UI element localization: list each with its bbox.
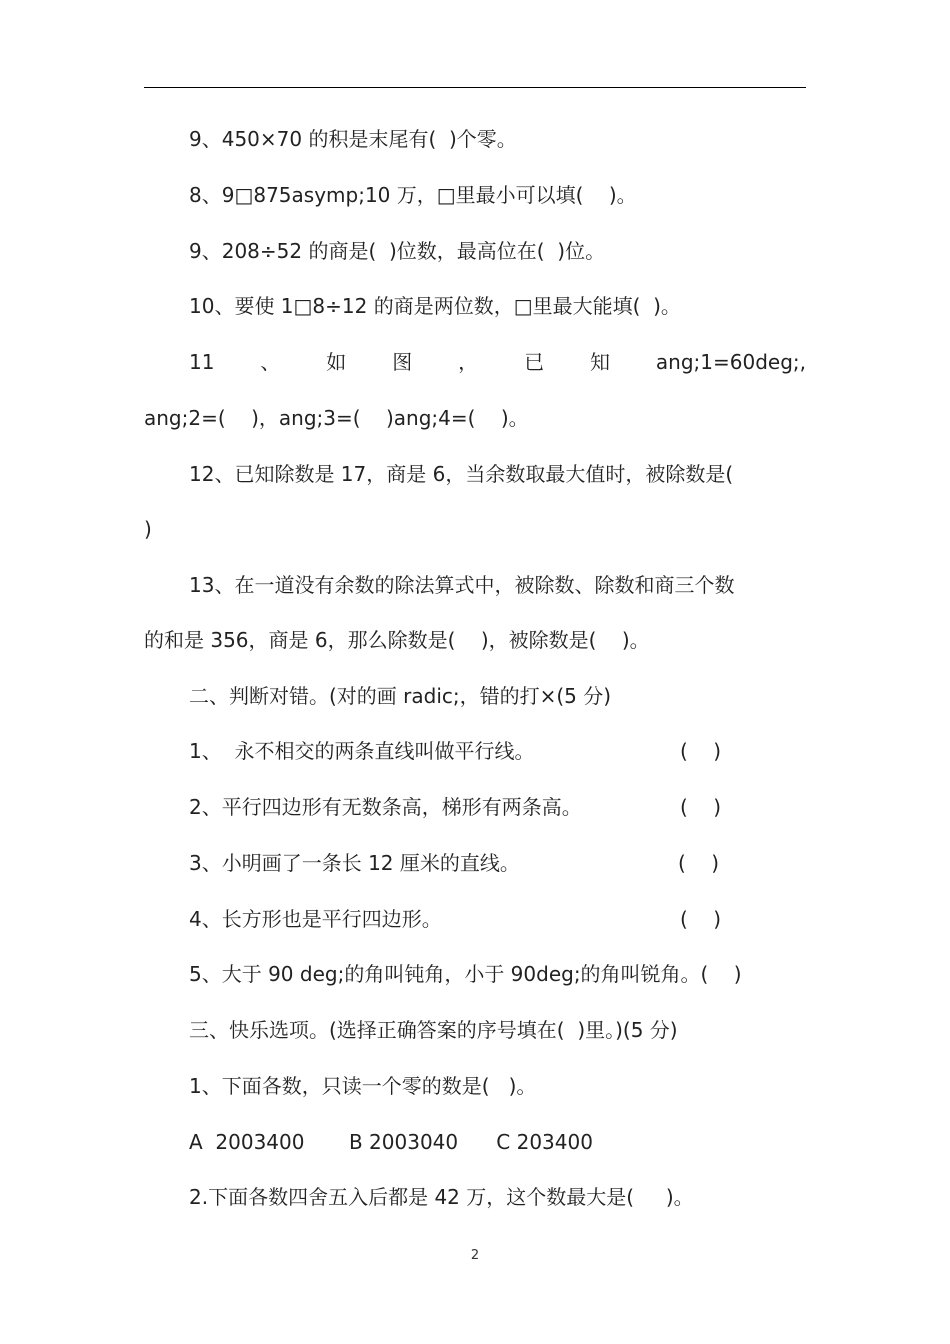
judge-answer-blank-2: ( ): [680, 795, 722, 819]
header-rule: [144, 87, 806, 88]
q11-part: 已: [524, 350, 545, 374]
page-number: 2: [470, 1248, 480, 1263]
q11-part: 如: [326, 350, 347, 374]
judge-answer-blank-1: ( ): [680, 739, 722, 763]
choice-options-1: A 2003400 B 2003040 C 203400: [189, 1130, 593, 1154]
q11-part: 11: [189, 350, 215, 374]
judge-item-5: 5、大于 90 deg;的角叫钝角，小于 90deg;的角叫锐角。( ): [189, 962, 742, 986]
section-3-heading: 三、快乐选项。(选择正确答案的序号填在( )里。)(5 分): [189, 1018, 678, 1042]
question-13-line2: 的和是 356，商是 6，那么除数是( )，被除数是( )。: [144, 628, 650, 652]
question-11-line1: [189, 348, 806, 376]
q11-part: ang;1=60deg;,: [655, 350, 806, 374]
judge-item-4: 4、长方形也是平行四边形。: [189, 907, 442, 931]
question-10: 10、要使 1□8÷12 的商是两位数，□里最大能填( )。: [189, 294, 681, 318]
q11-part: 、: [260, 350, 281, 374]
question-9-zeros: 9、450×70 的积是末尾有( )个零。: [189, 127, 517, 151]
choice-question-1: 1、下面各数，只读一个零的数是( )。: [189, 1074, 537, 1098]
question-8-rounding: 8、9□875asymp;10 万，□里最小可以填( )。: [189, 183, 637, 207]
question-13-line1: 13、在一道没有余数的除法算式中，被除数、除数和商三个数: [189, 573, 735, 597]
q11-part: 知: [589, 350, 610, 374]
judge-item-3: 3、小明画了一条长 12 厘米的直线。: [189, 851, 520, 875]
judge-answer-blank-4: ( ): [680, 907, 722, 931]
question-12-line1: 12、已知除数是 17，商是 6，当余数取最大值时，被除数是(: [189, 462, 734, 486]
judge-item-2: 2、平行四边形有无数条高，梯形有两条高。: [189, 795, 582, 819]
section-2-heading: 二、判断对错。(对的画 radic;，错的打×(5 分): [189, 684, 612, 708]
judge-answer-blank-3: ( ): [678, 851, 720, 875]
question-11-line2: ang;2=( )，ang;3=( )ang;4=( )。: [144, 406, 529, 430]
question-9-quotient: 9、208÷52 的商是( )位数，最高位在( )位。: [189, 239, 606, 263]
choice-question-2: 2.下面各数四舍五入后都是 42 万，这个数最大是( )。: [189, 1185, 694, 1209]
judge-item-1: 1、 永不相交的两条直线叫做平行线。: [189, 739, 535, 763]
q11-part: ，: [458, 350, 479, 374]
q11-part: 图: [392, 350, 413, 374]
question-12-line2: ): [144, 517, 152, 541]
